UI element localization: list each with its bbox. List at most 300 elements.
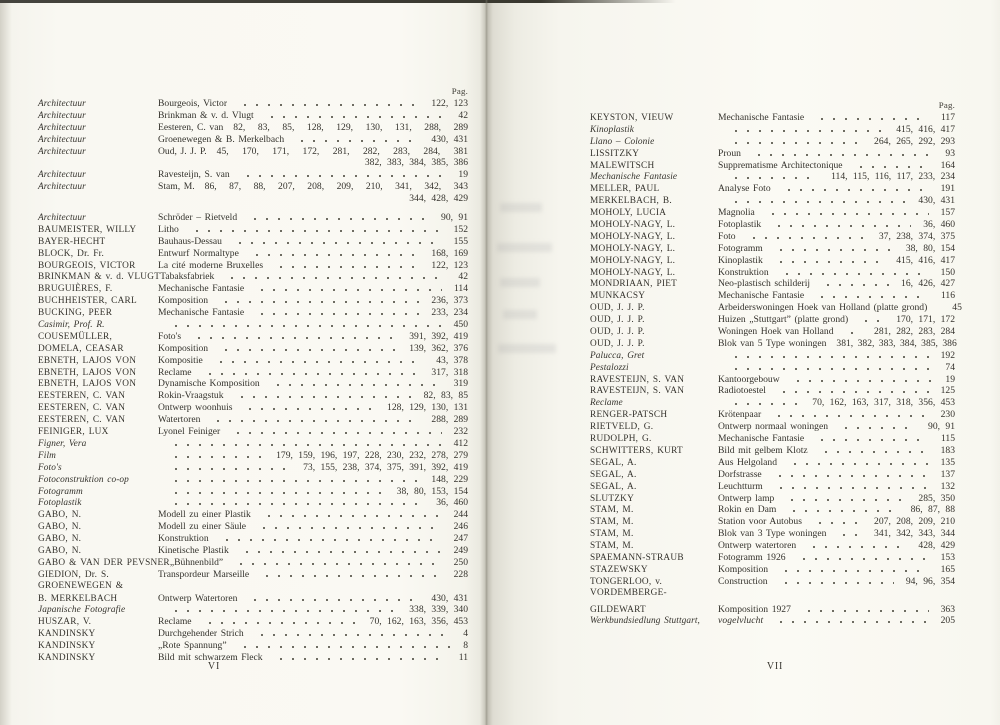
entry-name: BUCKING, PEER [38, 308, 113, 319]
entry-pages: 415, 416, 417 [896, 254, 955, 266]
entry-name: Film [38, 450, 56, 461]
right-page-number: VII [766, 661, 784, 672]
entry-pages: 36, 460 [436, 497, 468, 509]
entry-pages: 428, 429 [918, 540, 955, 552]
pag-column-header: Pag. [938, 100, 955, 110]
entry-name: STAM, M. [590, 529, 634, 540]
index-row [590, 160, 955, 172]
entry-pages: 179, 159, 196, 197, 228, 230, 232, 278, 279 [276, 449, 468, 461]
entry-title: Blok van 3 Type woningen [718, 528, 827, 540]
pag-column-header: Pag. [451, 86, 468, 96]
entry-title: Ontwerp watertoren [718, 540, 797, 552]
entry-pages: 43, 378 [436, 354, 468, 366]
entry-name: EESTEREN, C. VAN [38, 415, 126, 426]
entry-title: Schröder – Rietveld [158, 212, 238, 224]
entry-pages: 319 [453, 378, 468, 390]
entry-pages: 74 [945, 361, 955, 373]
entry-title: Krötenpaar [718, 409, 762, 421]
left-page-index [38, 86, 468, 664]
entry-title: „Bühnenbild” [169, 556, 224, 568]
index-row [38, 343, 468, 355]
entry-pages: 38, 80, 153, 154 [396, 485, 468, 497]
dot-leader [725, 356, 929, 358]
index-row [590, 290, 955, 302]
entry-name: Werkbundsiedlung Stuttgart, [590, 616, 700, 627]
entry-title: Transpordeur Marseille [158, 568, 250, 580]
entry-pages: 168, 169 [431, 247, 468, 259]
entry-name: OUD, J. J. P. [590, 327, 645, 338]
dot-leader [188, 337, 397, 339]
entry-name: Architectuur [38, 122, 86, 133]
entry-name: STAZEWSKY [590, 564, 648, 575]
dot-leader [725, 130, 884, 132]
entry-title: Fotogramm [718, 242, 763, 254]
dot-leader [841, 332, 863, 334]
entry-title: Fotogramm 1926 [718, 551, 786, 563]
index-row [590, 409, 955, 421]
dot-leader [811, 118, 929, 120]
entry-name: Architectuur [38, 99, 86, 109]
entry-pages: 86, 87, 88, 207, 208, 209, 210, 341, 342, 343 [204, 181, 468, 193]
entry-name: Architectuur [38, 170, 86, 181]
entry-name: OUD, J. J. P. [590, 303, 645, 314]
entry-title: Modell zu einer Plastik [158, 509, 251, 521]
dot-leader [835, 427, 916, 429]
index-row [590, 362, 955, 374]
entry-title: Ravesteijn, S. van [158, 169, 230, 181]
entry-title: Rokin-Vraagstuk [158, 390, 224, 402]
entry-name: RENGER-PATSCH [590, 410, 668, 421]
entry-pages: 150 [940, 266, 955, 278]
entry-title: Modell zu einer Säule [158, 521, 247, 533]
dot-leader [244, 218, 429, 220]
dot-leader [165, 325, 442, 327]
entry-title: Kompositie [158, 354, 203, 366]
page-bleedthrough [498, 344, 556, 353]
dot-leader [234, 646, 452, 648]
entry-title: Entwurf Normaltype [158, 247, 239, 259]
entry-title: Neo-plastisch schilderij [718, 278, 811, 290]
entry-title: Proun [718, 147, 741, 159]
entry-title: Blok van 5 Type woningen [718, 337, 827, 349]
index-row [590, 219, 955, 231]
entry-pages: 19 [458, 169, 468, 181]
entry-title: Mechanische Fantasie [718, 112, 805, 123]
entry-pages: 165 [940, 563, 955, 575]
index-row [38, 604, 468, 616]
entry-title: Kantoorgebouw [718, 373, 780, 385]
dot-leader [803, 546, 906, 548]
dot-leader [748, 154, 933, 156]
dot-leader [725, 403, 800, 405]
dot-leader [229, 242, 442, 244]
dot-leader [256, 575, 441, 577]
entry-pages: 114 [453, 283, 468, 295]
entry-title: Aus Helgoland [718, 456, 778, 468]
index-row [38, 593, 468, 605]
index-row [590, 493, 955, 505]
entry-name: Fotogramm [38, 486, 83, 497]
index-row [38, 390, 468, 402]
index-row [590, 576, 955, 588]
entry-name: Figner, Vera [38, 438, 87, 449]
index-row [590, 267, 955, 279]
entry-title: Huizen „Stuttgart” (platte grond) [718, 314, 849, 326]
entry-name: Fotoconstruktion co-op [38, 474, 129, 485]
dot-leader [246, 254, 420, 256]
entry-name: FEINIGER, LUX [38, 427, 109, 438]
entry-name: MOHOLY-NAGY, L. [590, 231, 676, 242]
entry-name: BAUMEISTER, WILLY [38, 224, 137, 235]
index-row [38, 450, 468, 462]
index-row [38, 640, 468, 652]
dot-leader [833, 534, 862, 536]
entry-name: MOHOLY-NAGY, L. [590, 255, 676, 266]
entry-name: STAM, M. [590, 541, 634, 552]
entry-title: Brinkman & v. d. Vlugt [158, 109, 254, 121]
index-row [38, 283, 468, 295]
entry-title: Groenewegen & B. Merkelbach [158, 133, 285, 145]
entry-name: SEGAL, A. [590, 457, 637, 468]
entry-name: Kinoplastik [590, 124, 634, 135]
entry-pages: 363 [940, 603, 955, 615]
entry-name: TONGERLOO, v. [590, 576, 663, 587]
book-gutter-shadow [485, 0, 488, 725]
index-row [38, 545, 468, 557]
entry-pages: 19 [945, 373, 955, 385]
dot-leader [239, 408, 375, 410]
entry-name: Casimir, Prof. R. [38, 320, 105, 331]
entry-title: Kinetische Plastik [158, 544, 229, 556]
dot-leader [725, 201, 906, 203]
entry-pages: 415, 416, 417 [896, 123, 955, 135]
entry-name: Foto's [38, 462, 62, 473]
entry-pages: 82, 83, 85 [423, 390, 468, 402]
index-row [590, 552, 955, 564]
dot-leader [227, 432, 441, 434]
entry-pages: 249 [453, 544, 468, 556]
entry-title: Bild mit gelbem Klotz [718, 444, 808, 456]
entry-title: Woningen Hoek van Holland [718, 326, 834, 338]
entry-name: SEGAL, A. [590, 481, 637, 492]
entry-title: Ontwerp normaal woningen [718, 421, 829, 433]
entry-name: BOURGEOIS, VICTOR [38, 260, 136, 271]
entry-pages: 344, 428, 429 [409, 193, 468, 205]
entry-pages: 70, 162, 163, 317, 318, 356, 453 [812, 397, 955, 409]
dot-leader [210, 361, 424, 363]
index-row [38, 462, 468, 474]
index-row [38, 295, 468, 307]
entry-title: Station voor Autobus [718, 516, 802, 528]
entry-name: KEYSTON, VIEUW [590, 113, 674, 123]
entry-title: Bild mit schwarzem Fleck [158, 651, 263, 663]
entry-name: RAVESTEIJN, S. VAN [590, 386, 685, 397]
index-row [590, 124, 955, 136]
index-row [590, 171, 955, 183]
entry-pages: 4 [463, 628, 468, 640]
entry-name: RAVESTEIJN, S. VAN [590, 374, 685, 385]
entry-pages: 82, 83, 85, 128, 129, 130, 131, 288, 289 [233, 121, 468, 133]
entry-pages: 42 [458, 109, 468, 121]
index-row [38, 134, 468, 146]
index-row [590, 326, 955, 338]
index-row [38, 169, 468, 181]
entry-pages: 341, 342, 343, 344 [874, 528, 955, 540]
entry-pages: 148, 229 [431, 473, 468, 485]
dot-leader [770, 621, 928, 623]
entry-name: DOMELA, CEASAR [38, 343, 124, 354]
index-row [38, 355, 468, 367]
dot-leader [199, 622, 358, 624]
dot-leader [165, 610, 397, 612]
index-row [38, 402, 468, 414]
dot-leader [768, 415, 928, 417]
entry-pages: 45 [952, 302, 962, 314]
dot-leader [811, 439, 929, 441]
entry-name: KANDINSKY [38, 652, 96, 663]
index-row [38, 367, 468, 379]
dot-leader [850, 166, 929, 168]
dot-leader [237, 175, 447, 177]
index-row [38, 533, 468, 545]
entry-pages: 93 [945, 147, 955, 159]
entry-name: MONDRIAAN, PIET [590, 279, 678, 290]
entry-pages: 153 [940, 551, 955, 563]
entry-pages: 236, 373 [431, 295, 468, 307]
entry-name: RIETVELD, G. [590, 422, 654, 433]
entry-name: Architectuur [38, 110, 86, 121]
index-row [590, 136, 955, 148]
entry-name: Architectuur [38, 182, 86, 193]
entry-pages: 264, 265, 292, 293 [874, 135, 955, 147]
entry-name: GROENEWEGEN & [38, 580, 124, 591]
index-row [38, 307, 468, 319]
entry-pages: 250 [453, 556, 468, 568]
entry-title: Dorfstrasse [718, 468, 762, 480]
entry-name: BAYER-HECHT [38, 236, 106, 247]
entry-name: Reclame [590, 398, 623, 409]
dot-leader [221, 277, 446, 279]
dot-leader [817, 284, 889, 286]
entry-name: MOHOLY-NAGY, L. [590, 243, 676, 254]
entry-title: Komposition [718, 563, 769, 575]
index-row [590, 350, 955, 362]
entry-pages: 152 [453, 223, 468, 235]
index-row [38, 521, 468, 533]
index-row [38, 212, 468, 224]
dot-leader [165, 456, 264, 458]
dot-leader [770, 487, 929, 489]
dot-leader [725, 177, 819, 179]
entry-pages: 137 [940, 468, 955, 480]
entry-name: SPAEMANN-STRAUB [590, 552, 684, 563]
index-row [590, 278, 955, 290]
dot-leader [165, 492, 385, 494]
page-bleedthrough [500, 203, 542, 212]
entry-pages: 16, 426, 427 [901, 278, 955, 290]
dot-leader [775, 570, 929, 572]
entry-pages: 183 [940, 444, 955, 456]
index-row [38, 98, 468, 110]
entry-title: Konstruktion [718, 266, 769, 278]
dot-leader [251, 634, 452, 636]
entry-pages: 317, 318 [431, 366, 468, 378]
index-row [38, 146, 468, 158]
entry-name: MELLER, PAUL [590, 184, 660, 195]
dot-leader [231, 396, 412, 398]
index-row [38, 414, 468, 426]
entry-title: Konstruktion [158, 533, 209, 545]
entry-pages: 45, 170, 171, 172, 281, 282, 283, 284, 381 [216, 145, 468, 157]
entry-title: Stam, M. [158, 181, 195, 193]
dot-leader [798, 610, 929, 612]
entry-pages: 117 [940, 112, 955, 123]
entry-name: BRUGUIÈRES, F. [38, 284, 113, 295]
index-row [38, 331, 468, 343]
index-row [38, 497, 468, 509]
entry-title: Lyonel Feiniger [158, 426, 221, 438]
index-row [590, 243, 955, 255]
dot-leader [215, 349, 397, 351]
entry-title: Magnolia [718, 207, 755, 219]
index-row [590, 540, 955, 552]
index-row [38, 271, 468, 283]
index-row [590, 528, 955, 540]
entry-pages: 8 [463, 640, 468, 652]
entry-title: Oud, J. J. P. [158, 145, 207, 157]
right-page-index [590, 100, 962, 627]
entry-name: Llano – Colonie [590, 136, 655, 147]
entry-name: STAM, M. [590, 505, 634, 516]
entry-pages: 244 [453, 509, 468, 521]
entry-pages: 132 [940, 480, 955, 492]
entry-pages: 230 [940, 409, 955, 421]
index-row [38, 157, 468, 169]
entry-title: Watertoren [158, 414, 201, 426]
index-row [590, 112, 955, 124]
index-row [590, 397, 955, 409]
dot-leader [770, 261, 884, 263]
entry-title: Arbeiderswoningen Hoek van Holland (platte grond) [718, 302, 928, 314]
entry-pages: 288, 289 [431, 414, 468, 426]
entry-pages: 122, 123 [431, 98, 468, 109]
entry-title: Litho [158, 223, 179, 235]
dot-leader [787, 380, 934, 382]
entry-title: Foto [718, 230, 736, 242]
dot-leader [244, 599, 419, 601]
entry-name: SCHWITTERS, KURT [590, 445, 683, 456]
entry-name: MALEWITSCH [590, 160, 655, 171]
entry-name: Architectuur [38, 134, 86, 145]
entry-title: Mechanische Fantasie [718, 290, 805, 302]
index-row [590, 457, 955, 469]
entry-pages: 86, 87, 88 [910, 504, 955, 516]
index-row [590, 469, 955, 481]
entry-name: GABO, N. [38, 534, 82, 545]
entry-name: GIEDION, Dr. S. [38, 569, 109, 580]
entry-title: „Rote Spannung” [158, 640, 227, 652]
entry-pages: 382, 383, 384, 385, 386 [364, 157, 468, 169]
index-row [590, 504, 955, 516]
dot-leader [934, 308, 940, 310]
entry-title: Reclame [158, 616, 192, 628]
entry-pages: 73, 155, 238, 374, 375, 391, 392, 419 [303, 461, 468, 473]
index-row [38, 581, 468, 593]
book-top-edge-shadow [0, 0, 676, 3]
dot-leader [270, 658, 447, 660]
entry-pages: 70, 162, 163, 356, 453 [369, 616, 468, 628]
entry-pages: 170, 171, 172 [896, 314, 955, 326]
entry-name: EBNETH, LAJOS VON [38, 367, 137, 378]
entry-pages: 430, 431 [431, 592, 468, 604]
index-row [590, 207, 955, 219]
index-row [38, 652, 468, 664]
page-bleedthrough [500, 278, 540, 287]
dot-leader [770, 249, 894, 251]
entry-pages: 391, 392, 419 [409, 330, 468, 342]
entry-pages: 139, 362, 376 [409, 342, 468, 354]
dot-leader [725, 142, 862, 144]
entry-pages: 285, 350 [918, 492, 955, 504]
dot-leader [251, 289, 442, 291]
entry-name: Mechanische Fantasie [590, 172, 678, 183]
dot-leader [291, 140, 419, 142]
entry-pages: 125 [940, 385, 955, 397]
entry-title: Durchgehender Strich [158, 628, 244, 640]
right-page-rows [590, 112, 962, 627]
dot-leader [165, 480, 419, 482]
entry-name: GABO & VAN DER PEVSNER [38, 557, 170, 568]
entry-name: STAM, M. [590, 517, 634, 528]
entry-pages: 205 [940, 615, 955, 627]
entry-pages: 228 [453, 568, 468, 580]
index-row [590, 195, 955, 207]
entry-pages: 157 [940, 207, 955, 219]
entry-name: Palucca, Gret [590, 350, 645, 361]
index-row [590, 183, 955, 195]
dot-leader [773, 391, 929, 393]
index-row [38, 569, 468, 581]
dot-leader [783, 510, 898, 512]
dot-leader [251, 313, 419, 315]
entry-name: Architectuur [38, 213, 86, 224]
entry-name: GABO, N. [38, 522, 82, 533]
entry-name: HUSZAR, V. [38, 617, 92, 628]
entry-title: Mechanische Fantasie [718, 433, 805, 445]
dot-leader [781, 499, 906, 501]
entry-pages: 135 [940, 456, 955, 468]
dot-leader [769, 475, 929, 477]
entry-title: Eesteren, C. van [158, 121, 224, 133]
entry-pages: 116 [940, 290, 955, 302]
entry-name: OUD, J. J. P. [590, 338, 645, 349]
entry-pages: 114, 115, 116, 117, 233, 234 [831, 171, 955, 183]
entry-pages: 450 [453, 319, 468, 331]
index-row [38, 557, 468, 569]
index-row [590, 314, 955, 326]
dot-leader [261, 116, 447, 118]
entry-title: Mechanische Fantasie [158, 307, 245, 319]
dot-leader [207, 420, 419, 422]
entry-pages: 42 [458, 271, 468, 283]
entry-pages: 232 [453, 426, 468, 438]
dot-leader [234, 104, 419, 106]
index-row [590, 338, 955, 350]
dot-leader [815, 451, 929, 453]
entry-pages: 192 [940, 349, 955, 361]
entry-name: KANDINSKY [38, 629, 96, 640]
index-row [38, 378, 468, 390]
